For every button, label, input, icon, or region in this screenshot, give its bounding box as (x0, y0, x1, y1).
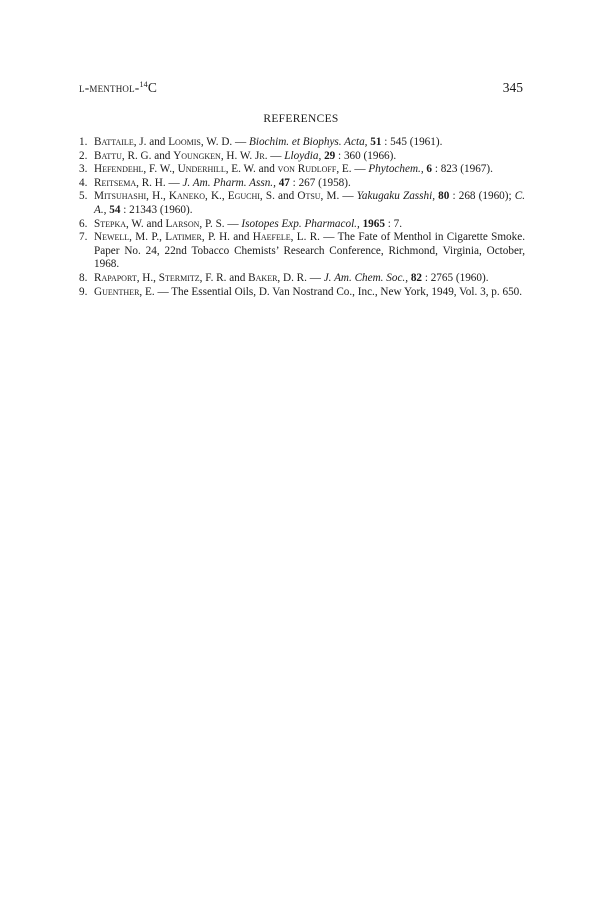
reference-number: 6. (79, 217, 88, 230)
reference-author: Baker, D. R. (248, 271, 307, 284)
reference-fragment: : 267 (1958). (289, 176, 351, 189)
reference-fragment: — (232, 136, 249, 148)
reference-author: Otsu, M. (297, 190, 340, 203)
reference-volume: 82 (410, 271, 423, 284)
reference-item (79, 136, 525, 150)
reference-number: 2. (79, 149, 88, 162)
reference-number: 9. (79, 285, 88, 298)
reference-fragment: and (146, 136, 169, 148)
reference-journal: Yakugaku Zasshi, (356, 190, 435, 203)
reference-number: 1. (79, 136, 88, 148)
reference-text (94, 218, 402, 230)
isotope-symbol: C (147, 80, 158, 95)
reference-number: 5. (79, 190, 88, 203)
reference-journal: J. Am. Pharm. Assn., (182, 176, 276, 189)
reference-volume: 6 (426, 163, 433, 176)
reference-text (94, 177, 351, 189)
reference-journal: Isotopes Exp. Pharmacol., (241, 217, 360, 230)
reference-fragment: and (229, 231, 253, 244)
reference-number: 8. (79, 271, 88, 284)
reference-author: Battaile, J. (94, 136, 147, 148)
reference-journal: J. Am. Chem. Soc., (323, 271, 409, 284)
reference-text (94, 231, 525, 270)
reference-fragment: : 7. (384, 217, 403, 230)
reference-author: Mitsuhashi, H., Kaneko, K., Eguchi, S. (94, 190, 275, 203)
reference-volume: 29 (324, 149, 336, 162)
reference-text (94, 286, 522, 298)
reference-fragment: — (267, 149, 285, 162)
running-title (79, 80, 157, 96)
isotope-mass: 14 (139, 80, 148, 89)
reference-author: Stepka, W. (94, 217, 144, 230)
reference-fragment: : 268 (1960); (449, 190, 515, 203)
reference-list (79, 136, 525, 299)
reference-item (79, 272, 525, 286)
reference-item (79, 218, 525, 232)
running-title-prefix: l-menthol- (79, 80, 140, 95)
reference-fragment: and (143, 217, 166, 230)
reference-fragment: and (274, 190, 298, 203)
page-number: 345 (502, 80, 523, 95)
reference-number: 3. (79, 163, 88, 176)
reference-text (94, 136, 442, 148)
reference-volume: 1965 (362, 217, 385, 230)
reference-fragment: — (351, 163, 369, 176)
reference-item (79, 163, 525, 177)
reference-fragment: and (226, 271, 249, 284)
reference-fragment: : 21343 (1960). (120, 203, 193, 216)
reference-text (94, 163, 493, 175)
reference-fragment: — (339, 190, 357, 203)
reference-author: Loomis, W. D. (168, 136, 233, 148)
reference-author: Newell, M. P., Latimer, P. H. (94, 231, 230, 244)
reference-volume: 80 (438, 190, 450, 203)
reference-number: 4. (79, 176, 88, 189)
running-head (79, 80, 523, 98)
reference-author: Youngken, H. W. Jr. (173, 149, 268, 162)
reference-fragment: and (151, 149, 174, 162)
reference-journal: C. A., (94, 190, 526, 216)
reference-author: Guenther, E. (94, 285, 155, 298)
reference-author: von Rudloff, E. (277, 163, 352, 176)
reference-journal: Biochim. et Biophys. Acta, (249, 136, 368, 148)
reference-fragment: : 823 (1967). (432, 163, 493, 176)
reference-item (79, 150, 525, 164)
reference-fragment: and (255, 163, 278, 176)
reference-volume: 54 (109, 203, 121, 216)
reference-fragment: : 2765 (1960). (422, 271, 489, 284)
reference-fragment: : 360 (1966). (335, 149, 397, 162)
reference-text (94, 272, 489, 284)
reference-item (79, 231, 525, 272)
reference-author: Hefendehl, F. W., Underhill, E. W. (94, 163, 256, 176)
reference-fragment: — (306, 271, 324, 284)
reference-volume: 51 (370, 136, 382, 148)
reference-fragment: : 545 (1961). (381, 136, 443, 148)
reference-author: Larson, P. S. (165, 217, 225, 230)
reference-author: Reitsema, R. H. (94, 176, 166, 189)
reference-item (79, 177, 525, 191)
reference-text (94, 190, 525, 216)
reference-number: 7. (79, 231, 88, 244)
reference-author: Rapaport, H., Stermitz, F. R. (94, 271, 227, 284)
reference-text (94, 150, 396, 162)
reference-item (79, 190, 525, 217)
section-title: REFERENCES (263, 113, 339, 125)
reference-journal: Lloydia, (284, 149, 322, 162)
reference-journal: Phytochem., (368, 163, 424, 176)
reference-fragment: — The Essential Oils, D. Van Nostrand Co., Inc., New York, 1949, Vol. 3, p. 650. (154, 285, 523, 298)
reference-fragment: — (224, 217, 242, 230)
reference-author: Haefele, L. R. (252, 231, 320, 244)
reference-item (79, 286, 525, 300)
reference-fragment: — The Fate of Menthol in Cigarette Smoke. Paper No. 24, 22nd Tobacco Chemists’ Research Conference, Richmond, Virginia, October, 1968. (94, 231, 525, 271)
reference-fragment: — (165, 176, 183, 189)
reference-author: Battu, R. G. (94, 149, 152, 162)
reference-volume: 47 (278, 176, 290, 189)
